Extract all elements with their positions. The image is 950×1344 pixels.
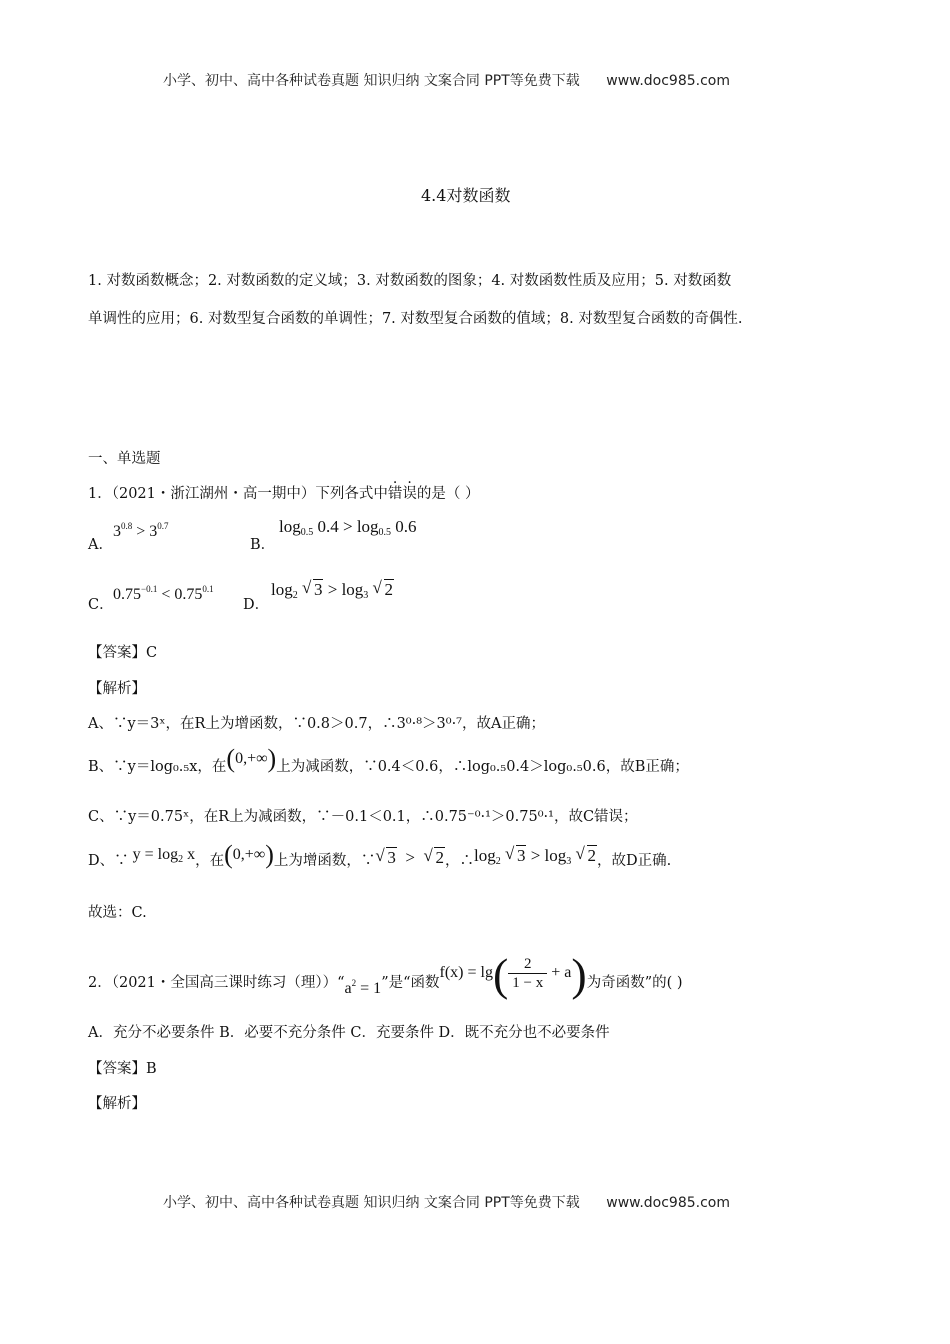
q2-analysis-label: 【解析】 (88, 1096, 146, 1112)
q1-analysis-b: B、∵y＝log₀.₅x，在(0,+∞)上为减函数，∵0.4＜0.6，∴log₀.₅0.4＞log₀.₅0.6，故B正确； (88, 744, 689, 775)
page-footer (163, 1192, 730, 1212)
q1-analysis-d: D、∵ $y = \log_2 x$，在(0,+∞)上为增函数，∵√ 3 > √ 2，$\therefore\log_2$ √ $3 > \log_3$ √ 2，故D正确. (88, 846, 671, 876)
q2-answer: 【答案】B (88, 1061, 157, 1077)
header-text: 小学、初中、高中各种试卷真题 知识归纳 文案合同 PPT等免费下载 (163, 73, 580, 89)
q1-d-func: $y = \log_2 x$ (128, 846, 196, 865)
q1-analysis-a: A、∵y＝3ˣ，在R上为增函数，∵0.8＞0.7，∴3⁰·⁸＞3⁰·⁷，故A正确； (88, 716, 545, 732)
q1-d-compare-logs: $\log_2$ √ $3 > \log_3$ √ 2 (474, 846, 597, 865)
q1-stem (88, 482, 480, 503)
q2-options: A．充分不必要条件 B．必要不充分条件 C．充要条件 D．既不充分也不必要条件 (88, 1025, 610, 1041)
q1-emph-1: 错 (387, 486, 403, 502)
q1-option-d-label: D． (243, 597, 270, 613)
header-url[interactable]: www.doc985.com (606, 73, 730, 89)
outline-line-2: 单调性的应用；6. 对数型复合函数的单调性；7. 对数型复合函数的值域；8. 对数型复合函数的奇偶性. (88, 311, 743, 327)
interval-zero-inf: (0,+∞) (226, 744, 277, 773)
q1-answer: 【答案】C (88, 645, 158, 661)
page-title: 4.4对数函数 (421, 186, 511, 205)
section-heading: 一、单选题 (88, 451, 161, 467)
q1-analysis-c: C、∵y＝0.75ˣ，在R上为减函数，∵－0.1＜0.1，∴0.75⁻⁰·¹＞0.75⁰·¹，故C错误； (88, 809, 638, 825)
q1-option-b-label: B． (250, 537, 276, 553)
q1-option-a-label: A． (88, 537, 113, 553)
q1-option-c-formula: $0.75^{-0.1} < 0.75^{0.1}$ (113, 584, 214, 603)
q1-analysis-label: 【解析】 (88, 681, 146, 697)
q2-function: f(x) = lg( $\frac{2}{1 - x}$ + a) (439, 949, 587, 1000)
outline-line-1: 1. 对数函数概念；2. 对数函数的定义域；3. 对数函数的图象；4. 对数函数性质及应用；5. 对数函数 (88, 273, 732, 289)
footer-url[interactable]: www.doc985.com (606, 1195, 730, 1211)
q1-emph-2: 误 (402, 486, 417, 502)
q1-stem-a: 1．（2021・浙江湖州・高一期中）下列各式中 (88, 486, 388, 502)
q1-option-c-label: C． (88, 597, 114, 613)
q1-option-b-formula: $\log_{0.5} 0.4 > \log_{0.5} 0.6$ (279, 517, 417, 538)
q1-conclusion: 故选：C. (88, 905, 147, 921)
q2-condition: $a^2 = 1$ (344, 978, 382, 997)
q1-option-a-formula: $3^{0.8} > 3^{0.7}$ (113, 521, 169, 540)
q1-option-d-formula: $\log_2$ √ $3 > \log_3$ √ 2 (271, 580, 394, 601)
q2-stem: 2．（2021・全国高三课时练习（理））“$a^2 = 1$”是“函数f(x) = lg( $\frac{2}{1 - x}$ + a)为奇函数”的( ) (88, 949, 683, 1000)
q1-d-compare-roots: √ 3 > √ 2 (375, 848, 445, 867)
footer-text: 小学、初中、高中各种试卷真题 知识归纳 文案合同 PPT等免费下载 (163, 1195, 580, 1211)
q1-stem-b: 的是（ ） (416, 486, 480, 502)
page-header (163, 70, 730, 90)
interval-zero-inf-2: (0,+∞) (224, 840, 274, 869)
